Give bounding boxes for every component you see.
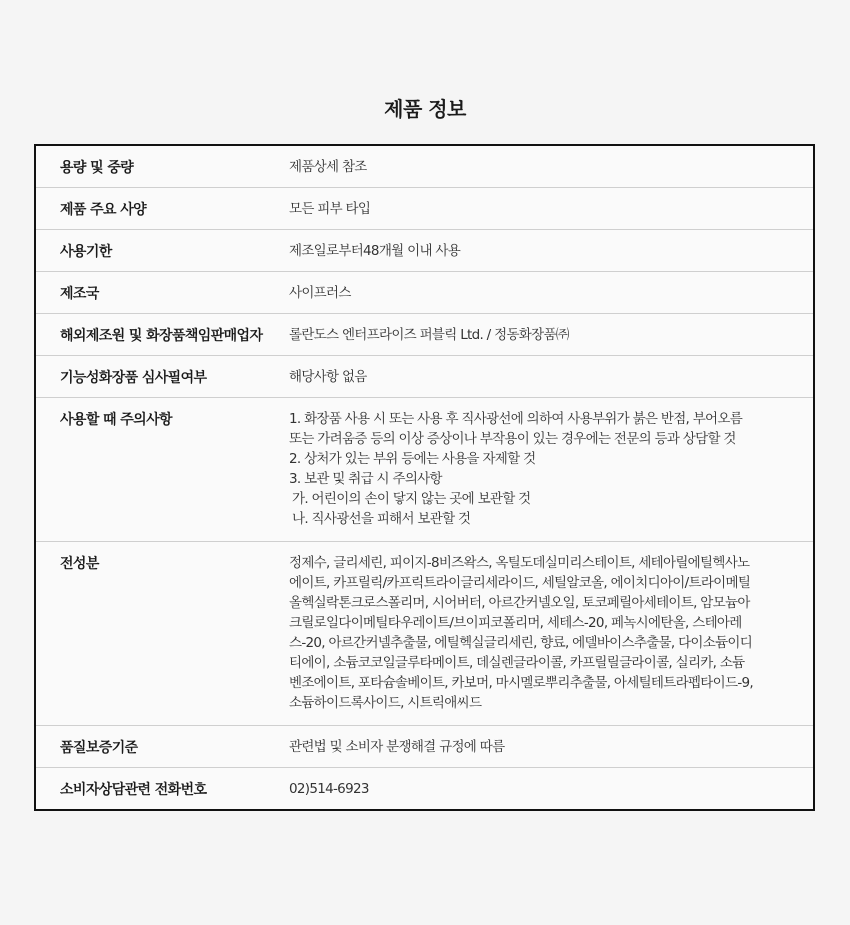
row-value-quality: 관련법 및 소비자 분쟁해결 규정에 따름 [289, 739, 505, 755]
row-label-expiry: 사용기한 [60, 244, 112, 260]
row-value-functional: 해당사항 없음 [289, 369, 367, 385]
ingredient-line: 에이트, 카프릴릭/카프릭트라이글리세라이드, 세틸알코올, 에이치디아이/트라이메틸 [289, 575, 751, 591]
ingredient-line: 티에이, 소듐코코일글루타메이트, 데실렌글라이콜, 카프릴릴글라이콜, 실리카, 소듐 [289, 655, 745, 671]
row-value-ingredients [289, 542, 813, 725]
precaution-line: 2. 상처가 있는 부위 등에는 사용을 자제할 것 [289, 451, 536, 467]
table-row [36, 146, 813, 188]
precaution-line: 3. 보관 및 취급 시 주의사항 [289, 471, 442, 487]
ingredient-line: 벤조에이트, 포타슘솔베이트, 카보머, 마시멜로뿌리추출물, 아세틸테트라펩타이드-9, [289, 675, 753, 691]
precaution-line: 1. 화장품 사용 시 또는 사용 후 직사광선에 의하여 사용부위가 붉은 반점, 부어오름 [289, 411, 743, 427]
row-label-country: 제조국 [60, 286, 99, 302]
table-row [36, 726, 813, 768]
row-value-precautions [289, 398, 813, 541]
ingredient-line: 소듐하이드록사이드, 시트릭애씨드 [289, 695, 482, 711]
ingredient-line: 스-20, 아르간커넬추출물, 에틸헥실글리세린, 향료, 에델바이스추출물, 다이소듐이디 [289, 635, 753, 651]
table-row [36, 542, 813, 726]
table-row [36, 272, 813, 314]
row-label-precautions: 사용할 때 주의사항 [60, 412, 172, 428]
precaution-line: 가. 어린이의 손이 닿지 않는 곳에 보관할 것 [292, 491, 531, 507]
ingredient-line: 크릴로일다이메틸타우레이트/브이피코폴리머, 세테스-20, 페녹시에탄올, 스테아레 [289, 615, 742, 631]
precaution-line: 나. 직사광선을 피해서 보관할 것 [292, 511, 471, 527]
row-value-capacity: 제품상세 참조 [289, 159, 367, 175]
table-row [36, 230, 813, 272]
row-label-functional: 기능성화장품 심사필여부 [60, 370, 207, 386]
row-label-ingredients: 전성분 [60, 556, 99, 572]
row-value-specs: 모든 피부 타입 [289, 201, 371, 217]
table-row [36, 188, 813, 230]
row-value-expiry: 제조일로부터48개월 이내 사용 [289, 243, 461, 259]
row-label-capacity: 용량 및 중량 [60, 160, 134, 176]
row-value-manufacturer: 롤란도스 엔터프라이즈 퍼블릭 Ltd. / 정동화장품㈜ [289, 327, 569, 343]
table-row [36, 398, 813, 542]
table-row [36, 356, 813, 398]
row-label-specs: 제품 주요 사양 [60, 202, 147, 218]
table-row [36, 314, 813, 356]
ingredient-line: 정제수, 글리세린, 피이지-8비즈왁스, 옥틸도데실미리스테이트, 세테아릴에틸헥사노 [289, 555, 750, 571]
precaution-line: 또는 가려움증 등의 이상 증상이나 부작용이 있는 경우에는 전문의 등과 상담할 것 [289, 431, 736, 447]
row-label-quality: 품질보증기준 [60, 740, 138, 756]
row-value-phone: 02)514-6923 [289, 781, 369, 797]
row-value-country: 사이프러스 [289, 285, 351, 301]
ingredient-line: 올헥실락톤크로스폴리머, 시어버터, 아르간커넬오일, 토코페릴아세테이트, 암모늄아 [289, 595, 750, 611]
product-info-table [34, 144, 815, 811]
table-row [36, 768, 813, 809]
row-label-phone: 소비자상담관련 전화번호 [60, 782, 207, 798]
page-title: 제품 정보 [384, 97, 466, 121]
row-label-manufacturer: 해외제조원 및 화장품책임판매업자 [60, 328, 263, 344]
